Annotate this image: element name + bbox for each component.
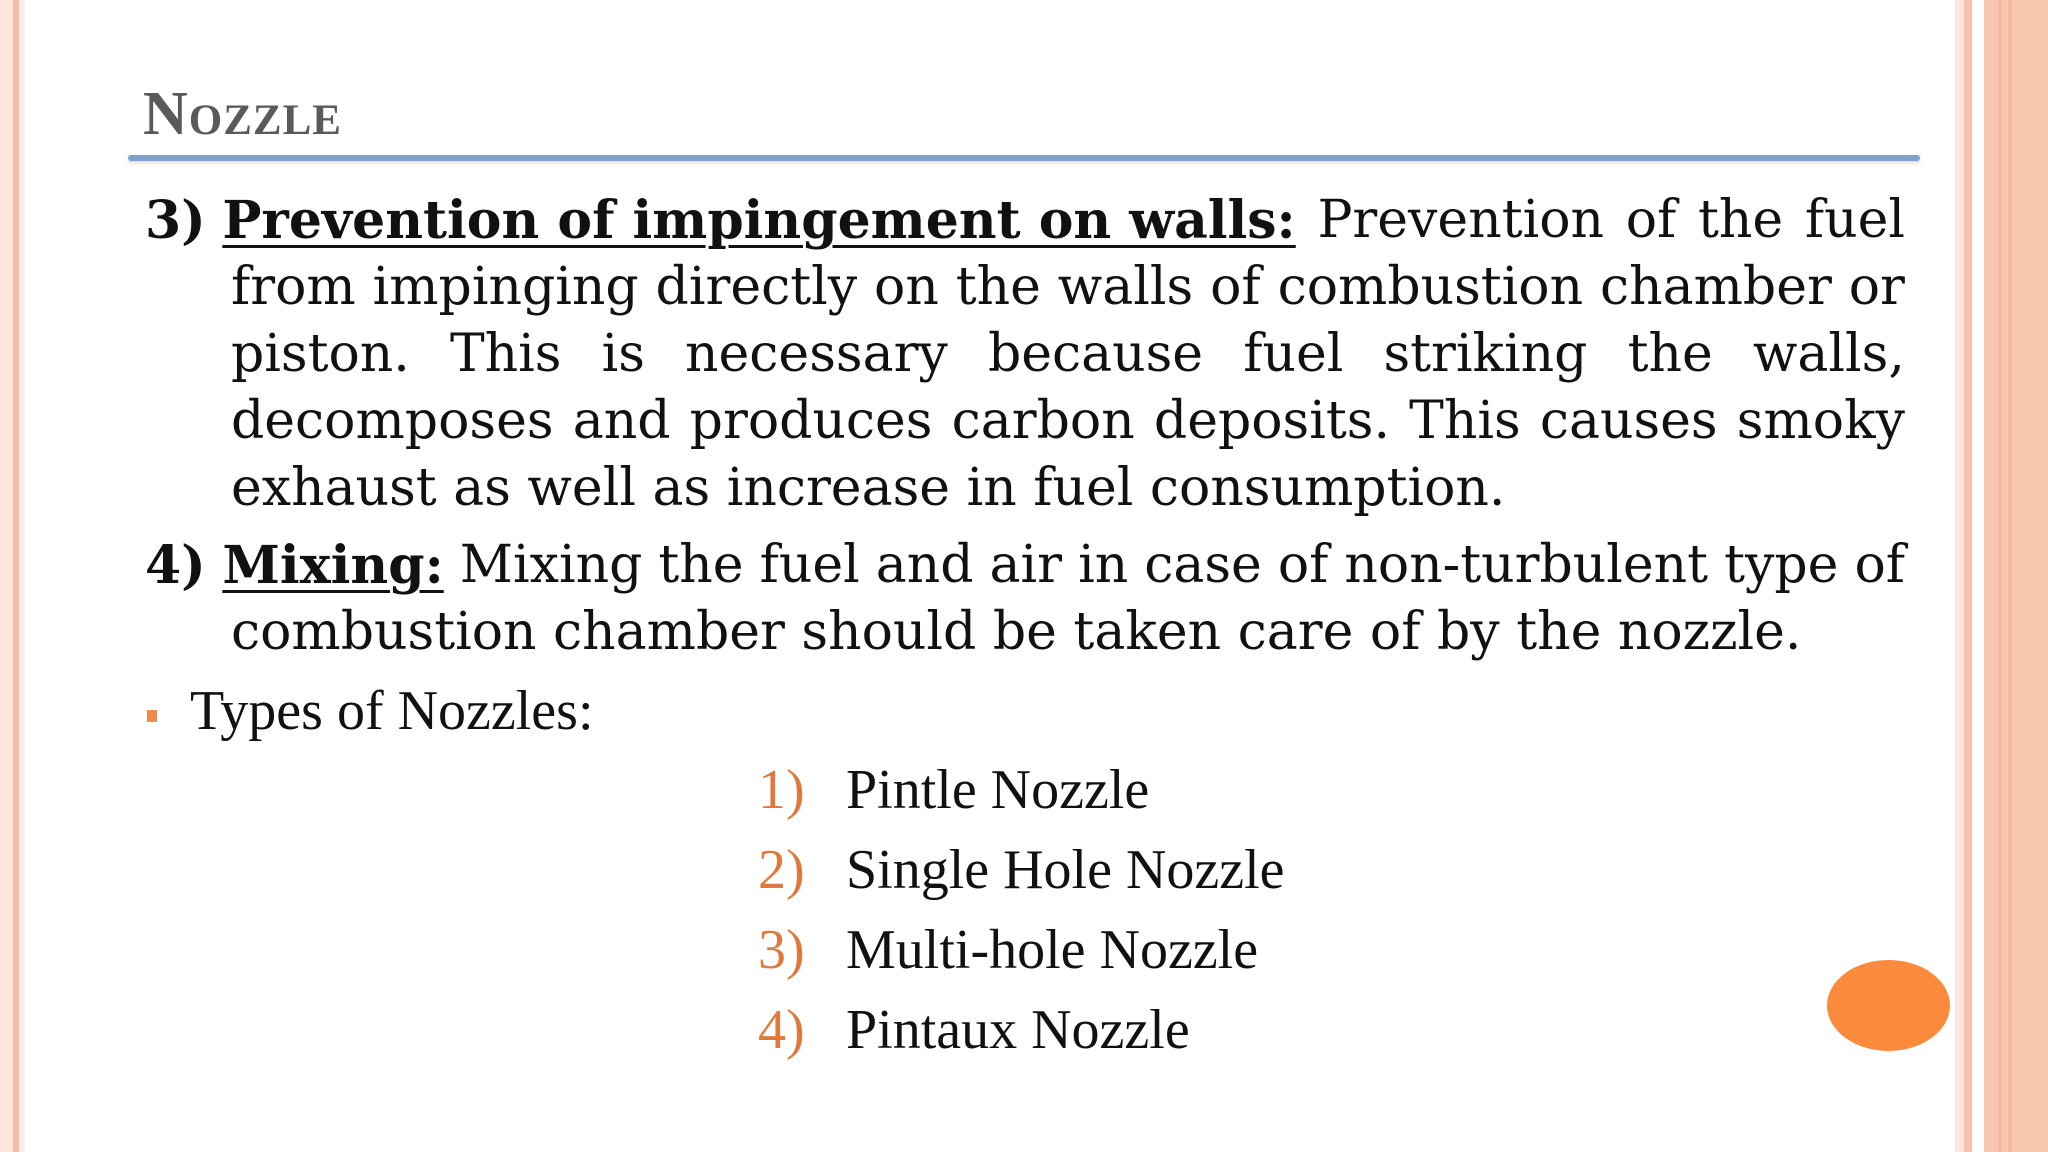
paragraph-line	[145, 321, 1905, 388]
paragraph-line	[145, 599, 1905, 666]
paragraph-prevention	[145, 187, 1905, 522]
word: directly	[655, 257, 858, 317]
list-item	[758, 915, 1258, 985]
paragraph-text: combustion chamber should be taken care of by the nozzle.	[231, 602, 1802, 662]
list-label: Single Hole Nozzle	[846, 839, 1285, 901]
word: striking	[1383, 324, 1588, 384]
word: the	[955, 257, 1041, 317]
item-heading: Prevention of impingement on walls:	[222, 190, 1296, 251]
word: of	[1854, 535, 1905, 595]
right-border-stripe	[1972, 0, 1984, 1152]
word: the	[1627, 324, 1713, 384]
right-border-stripe	[1964, 0, 1972, 1152]
word: piston.	[231, 324, 410, 384]
item-heading: Mixing:	[222, 535, 444, 596]
left-border-stripe	[19, 0, 25, 1152]
item-number: 3)	[145, 190, 206, 251]
word: walls,	[1752, 324, 1905, 384]
word: Mixing	[459, 535, 643, 595]
title-divider	[128, 155, 1920, 161]
word: combustion	[1277, 257, 1584, 317]
word: on	[874, 257, 939, 317]
word: fuel	[1243, 324, 1344, 384]
list-number: 2)	[758, 839, 805, 901]
word: smoky	[1736, 391, 1905, 451]
word: produces	[689, 391, 933, 451]
word: and	[572, 391, 671, 451]
word: impinging	[372, 257, 639, 317]
paragraph-line	[145, 187, 1905, 254]
paragraph-line	[145, 455, 1905, 522]
word: of	[1277, 535, 1329, 595]
list-label: Pintle Nozzle	[846, 759, 1150, 821]
word: necessary	[685, 324, 948, 384]
word: This	[449, 324, 562, 384]
word: air	[989, 535, 1063, 595]
list-item	[758, 755, 1149, 825]
list-label: Pintaux Nozzle	[846, 999, 1190, 1061]
word: causes	[1539, 391, 1718, 451]
word: walls	[1057, 257, 1194, 317]
word: carbon	[951, 391, 1135, 451]
word: because	[987, 324, 1204, 384]
paragraph-line	[145, 532, 1905, 599]
list-label: Multi-hole Nozzle	[846, 919, 1259, 981]
word: deposits.	[1153, 391, 1390, 451]
word: non-turbulent	[1344, 535, 1709, 595]
word: decomposes	[231, 391, 554, 451]
item-heading-group	[145, 187, 1296, 254]
word: the	[1697, 190, 1784, 250]
left-border-stripe	[0, 0, 13, 1152]
word: in	[1078, 535, 1129, 595]
list-number: 4)	[758, 999, 805, 1061]
paragraph-line	[145, 388, 1905, 455]
right-border-stripe	[1984, 0, 2048, 1152]
word: This	[1409, 391, 1521, 451]
right-border-stripe	[1955, 0, 1964, 1152]
word: type	[1724, 535, 1839, 595]
word: Prevention	[1317, 190, 1605, 250]
word: fuel	[759, 535, 860, 595]
word: the	[658, 535, 744, 595]
item-number: 4)	[145, 535, 206, 596]
list-number: 1)	[758, 759, 805, 821]
decorative-orange-circle	[1827, 960, 1950, 1051]
paragraph-line	[145, 254, 1905, 321]
word: fuel	[1804, 190, 1905, 250]
slide-title: Nozzle	[143, 80, 342, 148]
word: and	[875, 535, 974, 595]
right-border-stripe	[1998, 0, 2002, 1152]
list-number: 3)	[758, 919, 805, 981]
word: from	[231, 257, 356, 317]
word: of	[1210, 257, 1261, 317]
list-item	[758, 835, 1285, 905]
word: chamber	[1600, 257, 1832, 317]
bullet-text: Types of Nozzles:	[190, 680, 594, 742]
bullet-square-icon	[147, 710, 157, 722]
paragraph-text: exhaust as well as increase in fuel consumption.	[231, 458, 1506, 518]
item-heading-group	[145, 532, 444, 599]
right-border-stripe	[2008, 0, 2012, 1152]
word: or	[1848, 257, 1905, 317]
word: case	[1144, 535, 1262, 595]
word: of	[1625, 190, 1677, 250]
word: is	[601, 324, 645, 384]
list-item	[758, 995, 1190, 1065]
paragraph-mixing	[145, 532, 1905, 666]
